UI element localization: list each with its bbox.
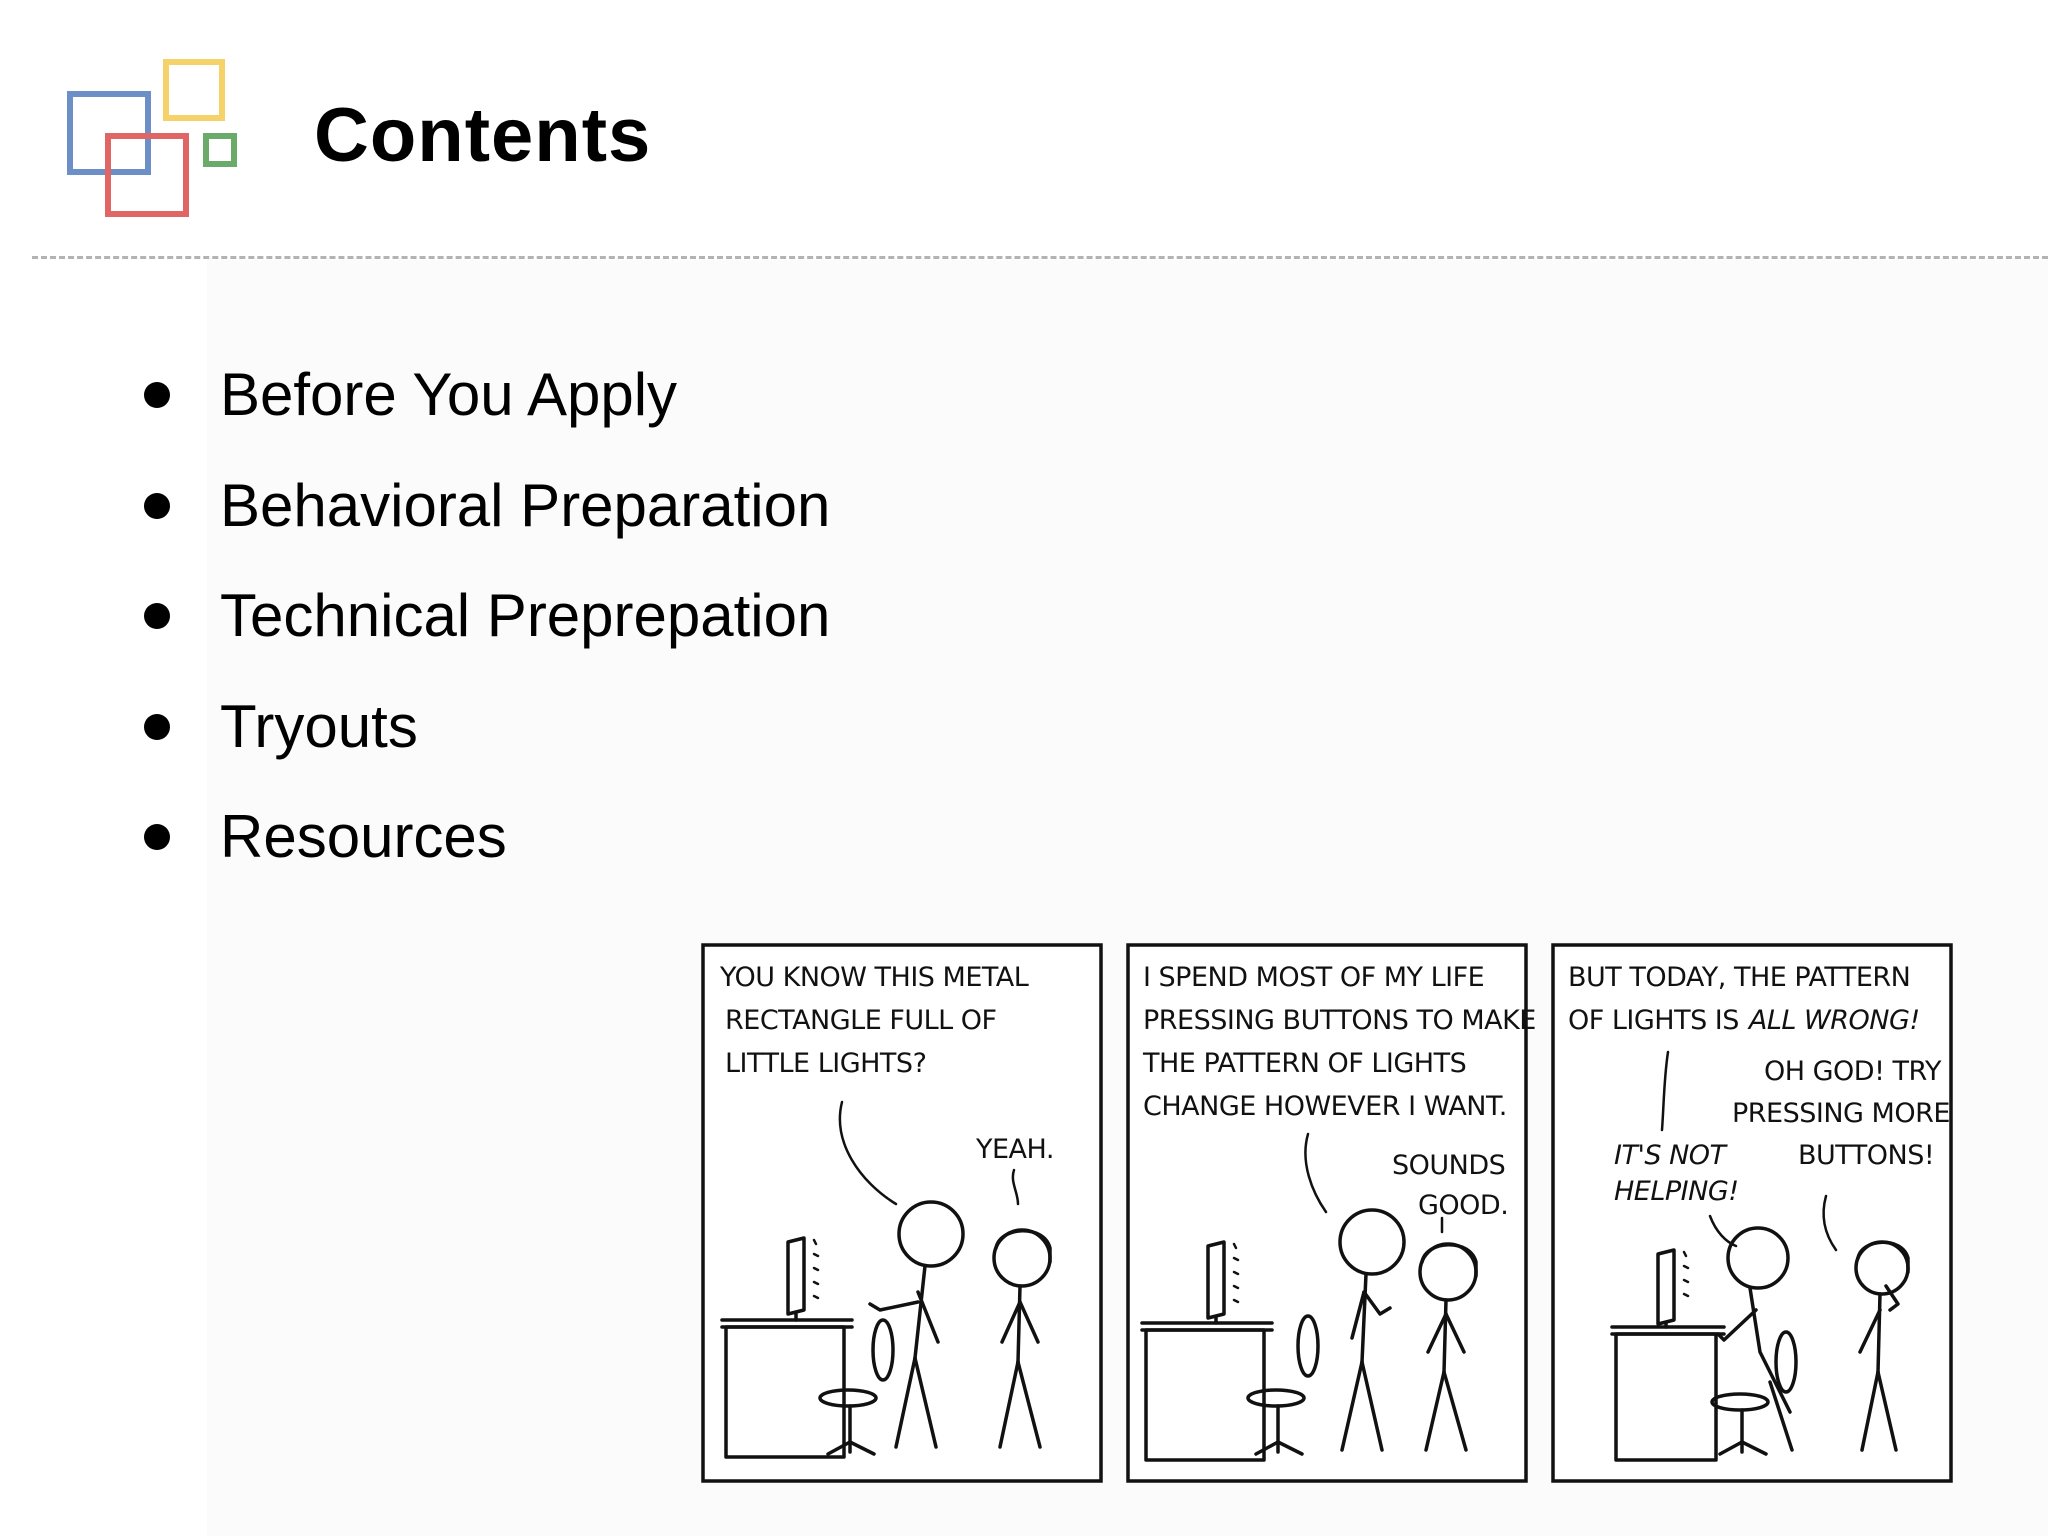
- panel3-caption-line: BUT TODAY, THE PATTERN: [1568, 962, 1911, 993]
- list-item-label: Tryouts: [220, 692, 418, 760]
- divider: [32, 256, 2048, 259]
- panel3-left-line: IT'S NOT: [1614, 1140, 1726, 1171]
- list-item: [140, 340, 830, 451]
- bullet-icon: [144, 714, 170, 740]
- list-item-label: Behavioral Preparation: [220, 471, 831, 539]
- list-item-label: Before You Apply: [220, 361, 678, 429]
- panel2-caption-line: THE PATTERN OF LIGHTS: [1143, 1048, 1467, 1079]
- logo: [64, 56, 244, 220]
- bullet-icon: [144, 603, 170, 629]
- panel3-right-line: PRESSING MORE: [1732, 1098, 1950, 1129]
- panel2-caption-line: CHANGE HOWEVER I WANT.: [1143, 1091, 1507, 1122]
- bullet-icon: [144, 382, 170, 408]
- contents-list: [140, 340, 830, 893]
- panel2-reply-line: GOOD.: [1418, 1190, 1509, 1221]
- panel3-left-line: HELPING!: [1614, 1176, 1739, 1207]
- panel3-caption-emphasis: ALL WRONG!: [1748, 1005, 1920, 1036]
- panel3-right-line: BUTTONS!: [1798, 1140, 1935, 1171]
- panel3-right-line: OH GOD! TRY: [1764, 1056, 1942, 1087]
- bullet-icon: [144, 824, 170, 850]
- logo-yellow-square: [166, 62, 222, 118]
- panel1-reply: YEAH.: [976, 1134, 1054, 1165]
- list-item-label: Resources: [220, 803, 507, 871]
- panel1-caption-line: LITTLE LIGHTS?: [725, 1048, 927, 1079]
- bullet-icon: [144, 493, 170, 519]
- comic-strip: [700, 942, 1954, 1484]
- panel2-caption-line: I SPEND MOST OF MY LIFE: [1143, 962, 1485, 993]
- list-item: [140, 561, 830, 672]
- list-item: [140, 782, 830, 893]
- list-item: [140, 672, 830, 783]
- panel2-reply-line: SOUNDS: [1392, 1150, 1506, 1181]
- panel1-caption-line: YOU KNOW THIS METAL: [720, 962, 1029, 993]
- panel1-caption-line: RECTANGLE FULL OF: [725, 1005, 997, 1036]
- panel3-caption-prefix: OF LIGHTS IS: [1568, 1005, 1739, 1036]
- list-item-label: Technical Preprepation: [220, 582, 831, 650]
- panel2-caption-line: PRESSING BUTTONS TO MAKE: [1143, 1005, 1536, 1036]
- list-item: [140, 451, 830, 562]
- page-title: Contents: [314, 93, 652, 178]
- logo-green-square: [206, 136, 234, 164]
